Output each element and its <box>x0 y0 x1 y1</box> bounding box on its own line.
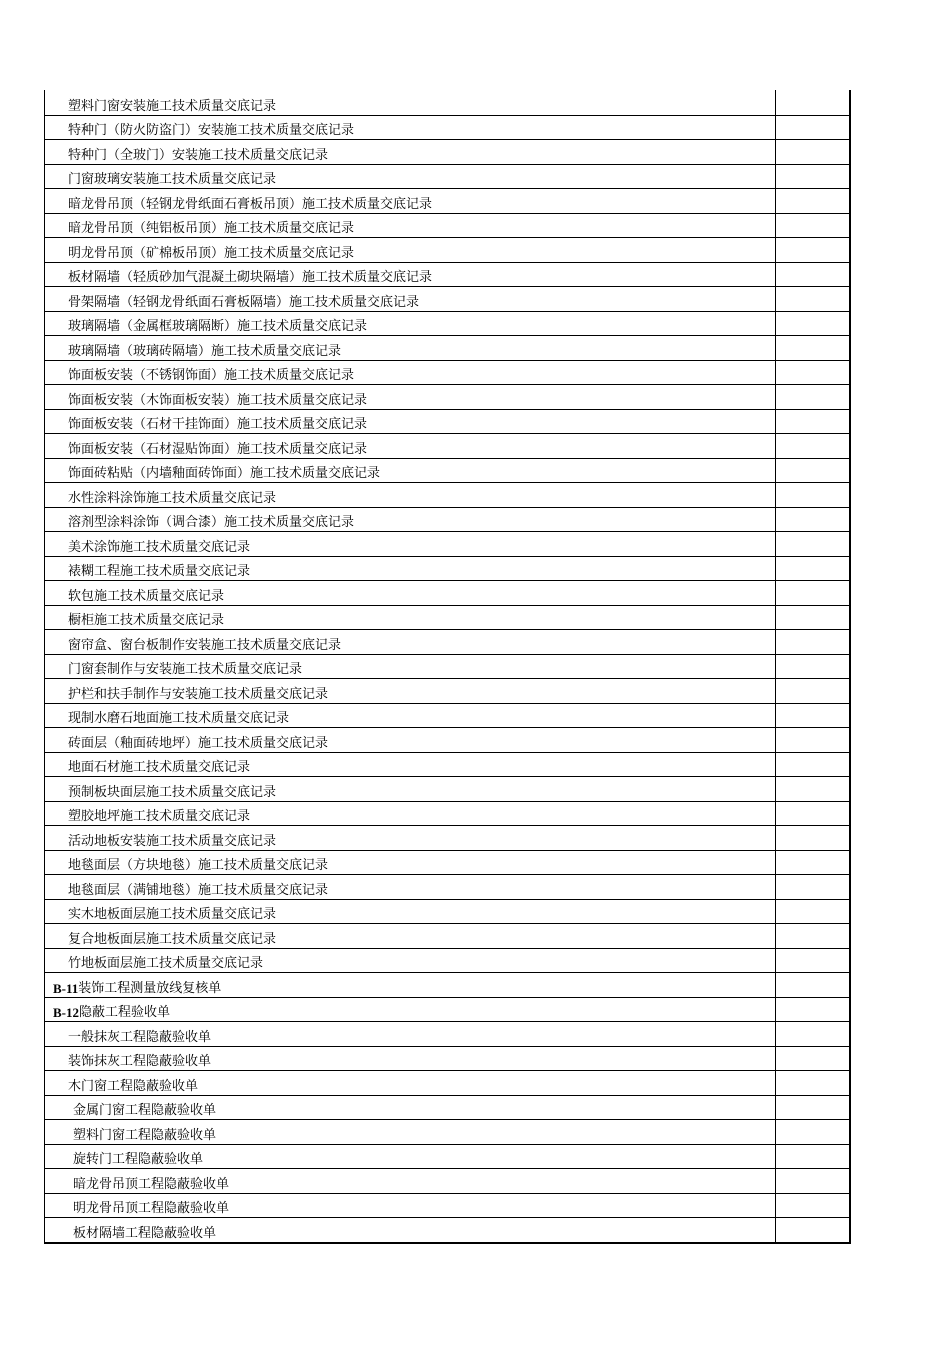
table-row <box>45 556 849 581</box>
record-name-cell <box>45 557 776 581</box>
record-blank-cell <box>776 263 849 287</box>
record-name-cell <box>45 802 776 826</box>
record-label: 门窗玻璃安装施工技术质量交底记录 <box>68 172 277 187</box>
record-name-cell <box>45 508 776 532</box>
record-table <box>44 90 851 1244</box>
record-label: 玻璃隔墙（金属框玻璃隔断）施工技术质量交底记录 <box>68 319 368 334</box>
table-row <box>45 531 849 556</box>
table-row <box>45 164 849 189</box>
record-blank-cell <box>776 998 849 1022</box>
table-row <box>45 1095 849 1120</box>
record-name-cell <box>45 924 776 948</box>
record-name-cell <box>45 606 776 630</box>
table-row <box>45 507 849 532</box>
record-name-cell <box>45 998 776 1022</box>
record-blank-cell <box>776 385 849 409</box>
table-row <box>45 654 849 679</box>
table-row <box>45 923 849 948</box>
record-label: 板材隔墙（轻质砂加气混凝土砌块隔墙）施工技术质量交底记录 <box>68 270 433 285</box>
table-row <box>45 409 849 434</box>
table-row <box>45 948 849 973</box>
record-name-cell <box>45 777 776 801</box>
record-name-cell <box>45 655 776 679</box>
record-label: 暗龙骨吊顶（纯铝板吊顶）施工技术质量交底记录 <box>68 221 355 236</box>
table-row <box>45 703 849 728</box>
record-name-cell <box>45 949 776 973</box>
record-blank-cell <box>776 704 849 728</box>
record-name-cell <box>45 1194 776 1218</box>
table-row <box>45 311 849 336</box>
record-blank-cell <box>776 434 849 458</box>
record-name-cell <box>45 361 776 385</box>
record-name-cell <box>45 753 776 777</box>
table-row <box>45 850 849 875</box>
record-name-cell <box>45 1169 776 1193</box>
record-name-cell <box>45 1096 776 1120</box>
table-row <box>45 580 849 605</box>
record-name-cell <box>45 1022 776 1046</box>
record-label: 饰面板安装（不锈钢饰面）施工技术质量交底记录 <box>68 368 355 383</box>
record-blank-cell <box>776 900 849 924</box>
record-blank-cell <box>776 165 849 189</box>
record-label: 暗龙骨吊顶工程隐蔽验收单 <box>73 1176 230 1192</box>
record-name-cell <box>45 336 776 360</box>
record-label: 金属门窗工程隐蔽验收单 <box>73 1103 217 1118</box>
record-blank-cell <box>776 826 849 850</box>
record-name-cell <box>45 287 776 311</box>
record-name-cell <box>45 214 776 238</box>
record-blank-cell <box>776 287 849 311</box>
record-label: 砖面层（釉面砖地坪）施工技术质量交底记录 <box>68 735 329 751</box>
table-row <box>45 335 849 360</box>
record-blank-cell <box>776 483 849 507</box>
table-row <box>45 899 849 924</box>
record-label: 木门窗工程隐蔽验收单 <box>68 1078 199 1094</box>
record-label: 地面石材施工技术质量交底记录 <box>68 760 251 775</box>
table-row <box>45 997 849 1022</box>
table-row <box>45 752 849 777</box>
table-row <box>45 678 849 703</box>
record-name-cell <box>45 140 776 164</box>
record-blank-cell <box>776 1145 849 1169</box>
table-row <box>45 458 849 483</box>
table-row <box>45 360 849 385</box>
record-label: 复合地板面层施工技术质量交底记录 <box>68 931 277 947</box>
record-name-cell <box>45 263 776 287</box>
record-label: 暗龙骨吊顶（轻钢龙骨纸面石膏板吊顶）施工技术质量交底记录 <box>68 196 433 212</box>
table-row <box>45 1217 849 1242</box>
record-label: 预制板块面层施工技术质量交底记录 <box>68 784 277 800</box>
record-name-cell <box>45 900 776 924</box>
record-label: 装饰抹灰工程隐蔽验收单 <box>68 1054 212 1069</box>
record-label: 特种门（防火防盗门）安装施工技术质量交底记录 <box>68 123 355 138</box>
record-name-cell <box>45 1145 776 1169</box>
record-blank-cell <box>776 214 849 238</box>
record-label: 地毯面层（满铺地毯）施工技术质量交底记录 <box>68 882 329 898</box>
record-label: 饰面板安装（石材干挂饰面）施工技术质量交底记录 <box>68 417 368 432</box>
record-blank-cell <box>776 557 849 581</box>
table-row <box>45 1168 849 1193</box>
record-label: 溶剂型涂料涂饰（调合漆）施工技术质量交底记录 <box>68 515 355 530</box>
record-label: 饰面板安装（石材湿贴饰面）施工技术质量交底记录 <box>68 441 368 457</box>
table-row <box>45 605 849 630</box>
record-name-cell <box>45 1218 776 1242</box>
record-blank-cell <box>776 679 849 703</box>
record-blank-cell <box>776 606 849 630</box>
record-label: 塑料门窗工程隐蔽验收单 <box>73 1127 217 1143</box>
record-blank-cell <box>776 336 849 360</box>
table-row <box>45 115 849 140</box>
record-label: 地毯面层（方块地毯）施工技术质量交底记录 <box>68 858 329 873</box>
record-label: 装饰工程测量放线复核单 <box>78 980 222 996</box>
record-label: 骨架隔墙（轻钢龙骨纸面石膏板隔墙）施工技术质量交底记录 <box>68 294 420 310</box>
record-blank-cell <box>776 753 849 777</box>
record-label: 护栏和扶手制作与安装施工技术质量交底记录 <box>68 686 329 702</box>
record-name-cell <box>45 973 776 997</box>
record-blank-cell <box>776 1218 849 1242</box>
record-name-cell <box>45 410 776 434</box>
record-label: 活动地板安装施工技术质量交底记录 <box>68 833 277 849</box>
record-blank-cell <box>776 1047 849 1071</box>
record-blank-cell <box>776 1194 849 1218</box>
record-blank-cell <box>776 410 849 434</box>
table-row <box>45 433 849 458</box>
record-label: 现制水磨石地面施工技术质量交底记录 <box>68 711 290 726</box>
record-label: 一般抹灰工程隐蔽验收单 <box>68 1029 212 1045</box>
record-label: 明龙骨吊顶（矿棉板吊顶）施工技术质量交底记录 <box>68 245 355 261</box>
table-row <box>45 139 849 164</box>
record-name-cell <box>45 581 776 605</box>
table-row <box>45 825 849 850</box>
record-label: 美术涂饰施工技术质量交底记录 <box>68 539 251 555</box>
table-row <box>45 727 849 752</box>
record-blank-cell <box>776 802 849 826</box>
record-blank-cell <box>776 875 849 899</box>
record-label: 实木地板面层施工技术质量交底记录 <box>68 907 277 922</box>
table-row <box>45 262 849 287</box>
record-label: 软包施工技术质量交底记录 <box>68 588 225 604</box>
record-blank-cell <box>776 655 849 679</box>
record-code: B-11 <box>53 980 79 996</box>
record-label: 门窗套制作与安装施工技术质量交底记录 <box>68 662 303 677</box>
record-blank-cell <box>776 361 849 385</box>
record-label: 塑料门窗安装施工技术质量交底记录 <box>68 98 277 114</box>
record-name-cell <box>45 532 776 556</box>
table-row <box>45 801 849 826</box>
table-row <box>45 482 849 507</box>
record-name-cell <box>45 116 776 140</box>
record-name-cell <box>45 238 776 262</box>
record-name-cell <box>45 704 776 728</box>
record-blank-cell <box>776 949 849 973</box>
record-blank-cell <box>776 508 849 532</box>
record-name-cell <box>45 90 776 115</box>
record-label: 板材隔墙工程隐蔽验收单 <box>73 1225 217 1241</box>
table-row <box>45 213 849 238</box>
table-row <box>45 188 849 213</box>
record-label: 裱糊工程施工技术质量交底记录 <box>68 564 251 579</box>
record-name-cell <box>45 679 776 703</box>
table-row <box>45 874 849 899</box>
record-blank-cell <box>776 1071 849 1095</box>
record-label: 饰面板安装（木饰面板安装）施工技术质量交底记录 <box>68 392 368 408</box>
record-blank-cell <box>776 581 849 605</box>
record-label: 水性涂料涂饰施工技术质量交底记录 <box>68 490 277 506</box>
record-label: 玻璃隔墙（玻璃砖隔墙）施工技术质量交底记录 <box>68 343 342 359</box>
record-blank-cell <box>776 973 849 997</box>
record-name-cell <box>45 630 776 654</box>
record-blank-cell <box>776 1120 849 1144</box>
table-row <box>45 776 849 801</box>
record-name-cell <box>45 165 776 189</box>
table-row <box>45 1021 849 1046</box>
record-label: 竹地板面层施工技术质量交底记录 <box>68 956 264 971</box>
record-blank-cell <box>776 777 849 801</box>
record-name-cell <box>45 1071 776 1095</box>
record-blank-cell <box>776 1022 849 1046</box>
record-blank-cell <box>776 116 849 140</box>
record-blank-cell <box>776 728 849 752</box>
record-blank-cell <box>776 238 849 262</box>
table-row <box>45 1070 849 1095</box>
record-name-cell <box>45 826 776 850</box>
record-label: 饰面砖粘贴（内墙釉面砖饰面）施工技术质量交底记录 <box>68 466 381 481</box>
record-blank-cell <box>776 189 849 213</box>
table-row <box>45 384 849 409</box>
table-row <box>45 286 849 311</box>
record-label: 塑胶地坪施工技术质量交底记录 <box>68 809 251 824</box>
record-name-cell <box>45 875 776 899</box>
record-name-cell <box>45 385 776 409</box>
record-blank-cell <box>776 924 849 948</box>
record-blank-cell <box>776 851 849 875</box>
table-row <box>45 90 849 115</box>
record-blank-cell <box>776 140 849 164</box>
record-code: B-12 <box>53 1005 79 1020</box>
record-name-cell <box>45 459 776 483</box>
record-name-cell <box>45 189 776 213</box>
record-name-cell <box>45 1047 776 1071</box>
record-name-cell <box>45 1120 776 1144</box>
record-label: 旋转门工程隐蔽验收单 <box>73 1152 204 1167</box>
table-row <box>45 629 849 654</box>
table-row <box>45 237 849 262</box>
record-blank-cell <box>776 90 849 115</box>
record-label: 橱柜施工技术质量交底记录 <box>68 613 225 628</box>
record-label: 隐蔽工程验收单 <box>79 1005 171 1020</box>
record-name-cell <box>45 312 776 336</box>
table-row <box>45 1144 849 1169</box>
record-blank-cell <box>776 630 849 654</box>
record-label: 窗帘盒、窗台板制作安装施工技术质量交底记录 <box>68 637 342 653</box>
table-row <box>45 1046 849 1071</box>
record-name-cell <box>45 851 776 875</box>
record-blank-cell <box>776 1169 849 1193</box>
table-row <box>45 972 849 997</box>
record-name-cell <box>45 434 776 458</box>
table-row <box>45 1119 849 1144</box>
record-blank-cell <box>776 1096 849 1120</box>
record-label: 特种门（全玻门）安装施工技术质量交底记录 <box>68 147 329 163</box>
record-label: 明龙骨吊顶工程隐蔽验收单 <box>73 1201 230 1216</box>
record-name-cell <box>45 483 776 507</box>
record-blank-cell <box>776 532 849 556</box>
record-name-cell <box>45 728 776 752</box>
table-row <box>45 1193 849 1218</box>
record-blank-cell <box>776 312 849 336</box>
record-blank-cell <box>776 459 849 483</box>
